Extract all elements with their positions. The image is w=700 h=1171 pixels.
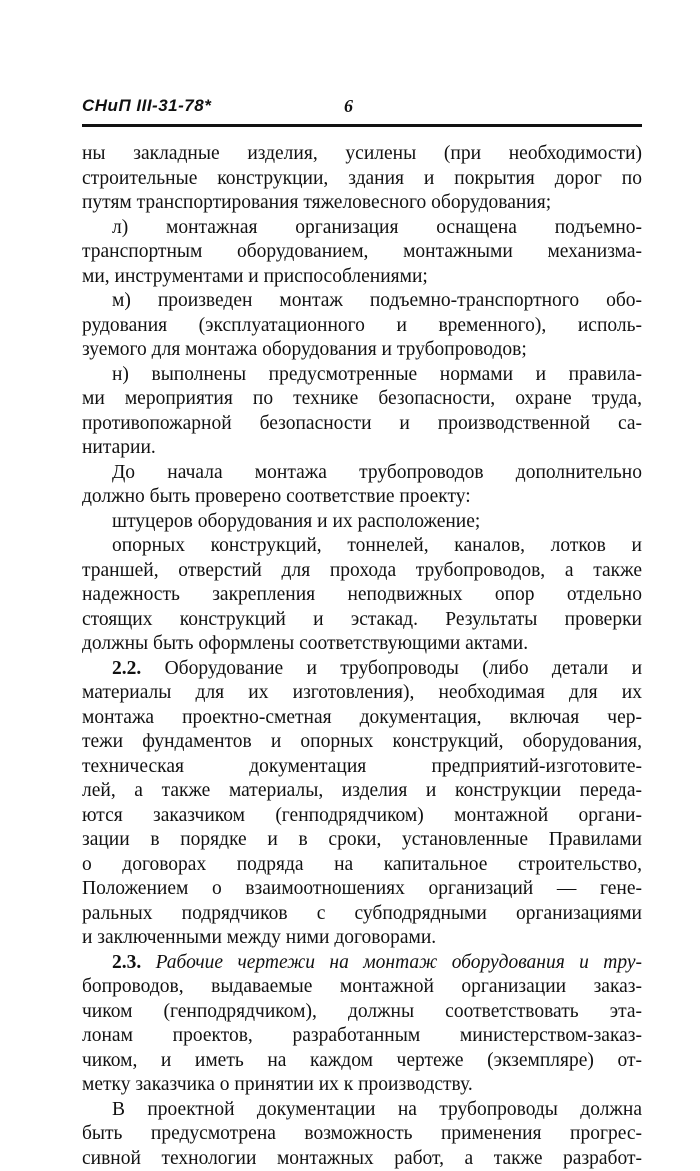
body-text xyxy=(82,142,642,1171)
text-line xyxy=(82,951,642,976)
page-number: 6 xyxy=(344,96,353,117)
text-line: лей, а также материалы, изделия и конструкции переда- xyxy=(82,779,642,804)
clause-2-2 xyxy=(82,657,642,951)
text-line: монтажа проектно-сметная документация, включая чер- xyxy=(82,706,642,731)
text-line: о договорах подряда на капитальное строительство, xyxy=(82,853,642,878)
text-line: тежи фундаментов и опорных конструкций, оборудования, xyxy=(82,730,642,755)
text-line: зуемого для монтажа оборудования и трубопроводов; xyxy=(82,338,642,363)
text-line: зации в порядке и в сроки, установленные Правилами xyxy=(82,828,642,853)
text-line: ми, инструментами и приспособлениями; xyxy=(82,265,642,290)
text-line: н) выполнены предусмотренные нормами и правила- xyxy=(82,363,642,388)
text-line: сивной технологии монтажных работ, а также разработ- xyxy=(82,1147,642,1171)
text-line: чиком, и иметь на каждом чертеже (экземпляре) от- xyxy=(82,1049,642,1074)
paragraph xyxy=(82,534,642,657)
text-line: техническая документация предприятий-изготовите- xyxy=(82,755,642,780)
text-line: траншей, отверстий для прохода трубопроводов, а также xyxy=(82,559,642,584)
text-fragment: Рабочие чертежи на монтаж оборудования и тру- xyxy=(156,952,642,973)
text-line: противопожарной безопасности и производственной са- xyxy=(82,412,642,437)
text-line: быть предусмотрена возможность применения прогрес- xyxy=(82,1122,642,1147)
paragraph-item-m xyxy=(82,289,642,363)
text-line: транспортным оборудованием, монтажными механизма- xyxy=(82,240,642,265)
clause-2-3 xyxy=(82,951,642,1098)
clause-number: 2.3. xyxy=(112,952,141,973)
text-line: стоящих конструкций и эстакад. Результаты проверки xyxy=(82,608,642,633)
header-rule xyxy=(82,124,642,127)
text-line: м) произведен монтаж подъемно-транспортного обо- xyxy=(82,289,642,314)
paragraph xyxy=(82,461,642,510)
paragraph xyxy=(82,1098,642,1171)
text-line: бопроводов, выдаваемые монтажной организации заказ- xyxy=(82,975,642,1000)
text-line: должно быть проверено соответствие проекту: xyxy=(82,485,642,510)
text-line: Положением о взаимоотношениях организаций — гене- xyxy=(82,877,642,902)
text-line: штуцеров оборудования и их расположение; xyxy=(82,510,642,535)
text-line: метку заказчика о принятии их к производству. xyxy=(82,1073,642,1098)
text-line: лонам проектов, разработанным министерством-заказ- xyxy=(82,1024,642,1049)
text-line: должны быть оформлены соответствующими актами. xyxy=(82,632,642,657)
text-line: нитарии. xyxy=(82,436,642,461)
document-code: СНиП III-31-78* xyxy=(82,96,211,116)
text-line: надежность закрепления неподвижных опор отдельно xyxy=(82,583,642,608)
text-line: До начала монтажа трубопроводов дополнительно xyxy=(82,461,642,486)
text-line: строительные конструкции, здания и покрытия дорог по xyxy=(82,167,642,192)
page-header xyxy=(82,96,642,122)
text-fragment: Оборудование и трубопроводы (либо детали и xyxy=(165,658,642,679)
clause-number: 2.2. xyxy=(112,658,141,679)
paragraph-item-l xyxy=(82,216,642,290)
text-line xyxy=(82,657,642,682)
text-line: чиком (генподрядчиком), должны соответствовать эта- xyxy=(82,1000,642,1025)
text-line: рудования (эксплуатационного и временного), исполь- xyxy=(82,314,642,339)
paragraph xyxy=(82,510,642,535)
text-line: ются заказчиком (генподрядчиком) монтажной органи- xyxy=(82,804,642,829)
text-line: ральных подрядчиков с субподрядными организациями xyxy=(82,902,642,927)
text-line: ны закладные изделия, усилены (при необходимости) xyxy=(82,142,642,167)
text-line: опорных конструкций, тоннелей, каналов, лотков и xyxy=(82,534,642,559)
text-line: и заключенными между ними договорами. xyxy=(82,926,642,951)
text-line: путям транспортирования тяжеловесного оборудования; xyxy=(82,191,642,216)
paragraph-item-n xyxy=(82,363,642,461)
text-line: ми мероприятия по технике безопасности, охране труда, xyxy=(82,387,642,412)
text-line: материалы для их изготовления), необходимая для их xyxy=(82,681,642,706)
text-line: л) монтажная организация оснащена подъемно- xyxy=(82,216,642,241)
paragraph xyxy=(82,142,642,216)
text-line: В проектной документации на трубопроводы должна xyxy=(82,1098,642,1123)
